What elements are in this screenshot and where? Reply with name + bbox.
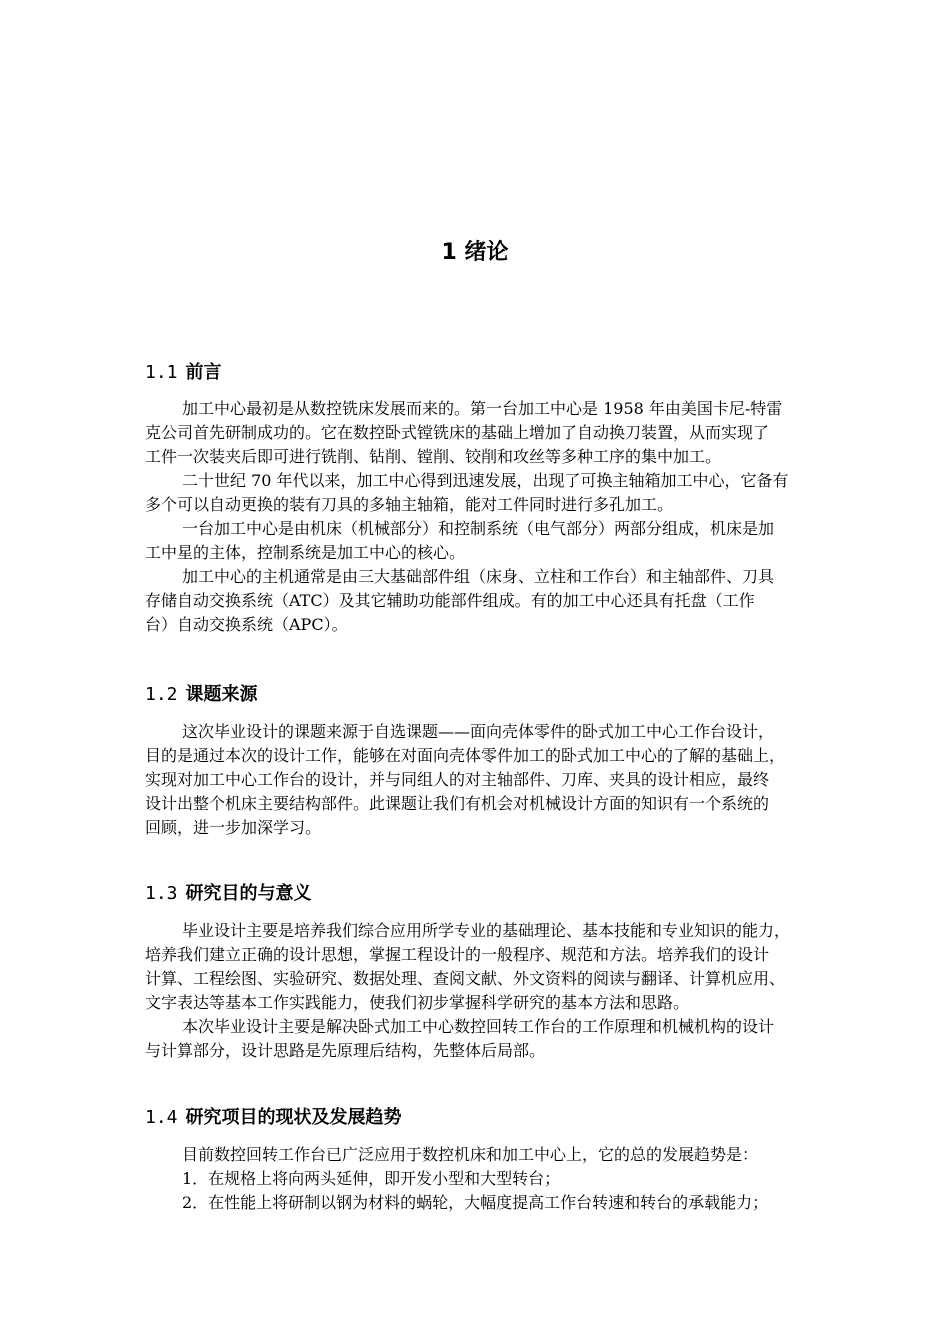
list-item: 1．在规格上将向两头延伸，即开发小型和大型转台； xyxy=(182,1169,561,1188)
section-body-1-4 xyxy=(145,1143,905,1215)
text-line: 这次毕业设计的课题来源于自选课题——面向壳体零件的卧式加工中心工作台设计， xyxy=(182,722,775,741)
text-line: 毕业设计主要是培养我们综合应用所学专业的基础理论、基本技能和专业知识的能力， xyxy=(182,921,791,940)
section-title-text: 研究目的与意义 xyxy=(185,883,312,904)
text-line: 目的是通过本次的设计工作，能够在对面向壳体零件加工的卧式加工中心的了解的基础上， xyxy=(145,746,786,765)
section-heading-1-4 xyxy=(145,1105,402,1131)
text-line: 克公司首先研制成功的。它在数控卧式镗铣床的基础上增加了自动换刀装置，从而实现了 xyxy=(145,423,770,442)
section-heading-1-3 xyxy=(145,881,312,907)
text-line: 多个可以自动更换的装有刀具的多轴主轴箱，能对工件同时进行多孔加工。 xyxy=(145,495,674,514)
text-line: 实现对加工中心工作台的设计，并与同组人的对主轴部件、刀库、夹具的设计相应，最终 xyxy=(145,770,770,789)
section-body-1-3 xyxy=(145,919,905,1063)
text-line: 设计出整个机床主要结构部件。此课题让我们有机会对机械设计方面的知识有一个系统的 xyxy=(145,794,770,813)
text-line: 本次毕业设计主要是解决卧式加工中心数控回转工作台的工作原理和机械机构的设计 xyxy=(182,1017,775,1036)
list-item: 2．在性能上将研制以钢为材料的蜗轮，大幅度提高工作台转速和转台的承载能力； xyxy=(182,1193,769,1212)
text-line: 工件一次装夹后即可进行铣削、钻削、镗削、铰削和攻丝等多种工序的集中加工。 xyxy=(145,447,722,466)
text-line: 二十世纪 70 年代以来，加工中心得到迅速发展，出现了可换主轴箱加工中心，它备有 xyxy=(182,471,789,490)
text-line: 存储自动交换系统（ATC）及其它辅助功能部件组成。有的加工中心还具有托盘（工作 xyxy=(145,591,755,610)
section-number: 1.3 xyxy=(145,883,178,904)
section-heading-1-2 xyxy=(145,682,258,708)
section-title-text: 前言 xyxy=(185,362,222,383)
text-line: 一台加工中心是由机床（机械部分）和控制系统（电气部分）两部分组成，机床是加 xyxy=(182,519,775,538)
section-number: 1.4 xyxy=(145,1107,178,1128)
text-line: 台）自动交换系统（APC）。 xyxy=(145,615,348,634)
section-body-1-1 xyxy=(145,397,905,637)
section-title-text: 研究项目的现状及发展趋势 xyxy=(185,1107,402,1128)
section-body-1-2 xyxy=(145,720,905,840)
text-line: 计算、工程绘图、实验研究、数据处理、查阅文献、外文资料的阅读与翻译、计算机应用、 xyxy=(145,969,786,988)
chapter-title: 1 绪论 xyxy=(441,240,509,265)
text-line: 加工中心最初是从数控铣床发展而来的。第一台加工中心是 1958 年由美国卡尼-特雷 xyxy=(182,399,783,418)
text-line: 培养我们建立正确的设计思想，掌握工程设计的一般程序、规范和方法。培养我们的设计 xyxy=(145,945,770,964)
text-line: 回顾，进一步加深学习。 xyxy=(145,818,322,837)
text-line: 与计算部分，设计思路是先原理后结构，先整体后局部。 xyxy=(145,1041,546,1060)
text-line: 目前数控回转工作台已广泛应用于数控机床和加工中心上，它的总的发展趋势是： xyxy=(182,1145,759,1164)
text-line: 工中星的主体，控制系统是加工中心的核心。 xyxy=(145,543,466,562)
section-title-text: 课题来源 xyxy=(185,684,258,705)
section-number: 1.1 xyxy=(145,362,178,383)
section-heading-1-1 xyxy=(145,360,222,386)
text-line: 加工中心的主机通常是由三大基础部件组（床身、立柱和工作台）和主轴部件、刀具 xyxy=(182,567,775,586)
text-line: 文字表达等基本工作实践能力，使我们初步掌握科学研究的基本方法和思路。 xyxy=(145,993,690,1012)
section-number: 1.2 xyxy=(145,684,178,705)
